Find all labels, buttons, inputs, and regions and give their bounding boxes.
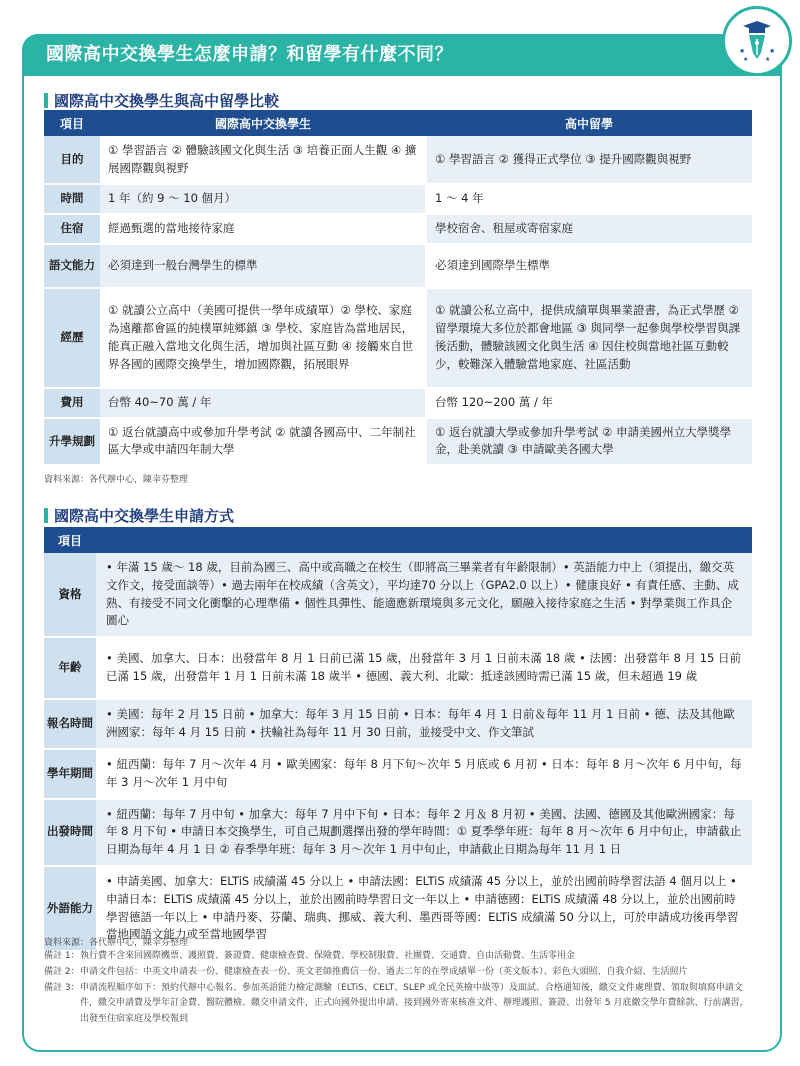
note-text: 申請流程順序如下：預約代辦中心報名、參加英語能力檢定測驗（ELTiS、CELT、SLEP 或全民英檢中級等）及面試、合格通知後，繳交文件處理費、領取與填寫申請文件，繳交申請費及學年訂金費、醫院體檢、繳交申請文件，正式向國外提出申請、接到國外寄來核准文件、辦理護照、簽證、出發年 5 月底繳交學年費餘款、行前講習，出發至住宿家庭及學校報到 [80, 982, 749, 1024]
table-row [44, 136, 752, 184]
table-row [44, 799, 752, 866]
row-label: 報名時間 [44, 699, 96, 749]
note-label: 備註 3： [44, 982, 80, 993]
exchange-cell: ① 就讀公立高中（美國可提供一學年成績單）② 學校、家庭為遠離都會區的純樸單純鄉鎮 ③ 學校、家庭皆為當地居民，能真正融入當地文化與生活，增加與社區互動 ④ 接觸來自世界各國的國際交換學生，增加國際觀，拓展眼界 [100, 288, 426, 388]
row-label: 住宿 [44, 214, 100, 244]
row-label: 資格 [44, 553, 96, 637]
row-label: 出發時間 [44, 799, 96, 866]
row-label: 升學規劃 [44, 418, 100, 466]
requirement-cell: • 年滿 15 歲～ 18 歲，目前為國三、高中或高職之在校生（即將高三畢業者有年齡限制）• 英語能力中上（須提出，繳交英文作文，接受面談等）• 過去兩年在校成績（含英文），平均達70 分以上（GPA2.0 以上）• 健康良好 • 有責任感、主動、成熟、有接受不同文化衝擊的心理準備 • 個性具彈性、能適應新環境與多元文化，願融入接待家庭之生活 • 對學業與工作具企圖心 [96, 553, 752, 637]
comparison-source: 資料來源：各代辦中心，陳幸芬整理 [44, 475, 189, 485]
row-label: 外語能力 [44, 866, 96, 951]
column-header-item: 項目 [44, 110, 100, 136]
pen-nib-graduation-icon [725, 9, 789, 73]
column-header-item: 項目 [44, 527, 752, 553]
table-row [44, 749, 752, 799]
note-item [44, 965, 754, 981]
page-title: 國際高中交換學生怎麼申請？和留學有什麼不同？ [22, 34, 782, 76]
application-title: 國際高中交換學生申請方式 [44, 505, 234, 526]
note-item [44, 981, 754, 1028]
note-text: 執行費不含來回國際機票、護照費、簽證費、健康檢查費、保險費、學校制服費、社團費、交通費、自由活動費、生活零用金 [80, 951, 576, 961]
study-cell: ① 返台就讀大學或參加升學考試 ② 申請美國州立大學獎學金，赴美就讀 ③ 申請歐美各國大學 [426, 418, 752, 466]
table-row [44, 214, 752, 244]
application-source: 資料來源：各代辦中心，陳幸芬整理 [44, 938, 189, 948]
table-row [44, 244, 752, 288]
svg-text:★: ★ [769, 47, 776, 55]
row-label: 年齡 [44, 637, 96, 699]
requirement-cell: • 美國、加拿大、日本：出發當年 8 月 1 日前已滿 15 歲，出發當年 3 月 1 日前未滿 18 歲 • 法國：出發當年 8 月 15 日前已滿 15 歲，出發當年 1 月 1 日前未滿 18 歲半 • 德國、義大利、北歐：抵達該國時需已滿 15 歲，但未超過 19 歲 [96, 637, 752, 699]
logo [722, 6, 792, 76]
exchange-cell: ① 學習語言 ② 體驗該國文化與生活 ③ 培養正面人生觀 ④ 擴展國際觀與視野 [100, 136, 426, 184]
study-cell: 學校宿舍、租屋或寄宿家庭 [426, 214, 752, 244]
exchange-cell: 1 年（約 9 ～ 10 個月） [100, 184, 426, 214]
table-row [44, 388, 752, 418]
svg-text:★: ★ [743, 56, 749, 63]
column-header-study-abroad: 高中留學 [426, 110, 752, 136]
row-label: 時間 [44, 184, 100, 214]
study-cell: 台幣 120~200 萬 / 年 [426, 388, 752, 418]
study-cell: 1 ～ 4 年 [426, 184, 752, 214]
row-label: 費用 [44, 388, 100, 418]
table-row [44, 184, 752, 214]
requirement-cell: • 紐西蘭：每年 7 月～次年 4 月 • 歐美國家：每年 8 月下旬～次年 5 月底或 6 月初 • 日本：每年 8 月～次年 6 月中旬，每年 3 月～次年 1 月中旬 [96, 749, 752, 799]
column-header-exchange: 國際高中交換學生 [100, 110, 426, 136]
application-table [44, 527, 752, 952]
note-label: 備註 2： [44, 966, 80, 977]
table-row [44, 288, 752, 388]
table-row [44, 637, 752, 699]
exchange-cell: 必須達到一般台灣學生的標準 [100, 244, 426, 288]
table-row [44, 553, 752, 637]
comparison-table [44, 110, 752, 466]
table-row [44, 418, 752, 466]
svg-text:★: ★ [765, 56, 771, 63]
note-text: 申請文件包括：中英文申請表一份、健康檢查表一份、英文老師推薦信一份、過去二年的在學成績單一份（英文版本）、彩色大頭照、自我介紹、生活照片 [80, 966, 688, 977]
study-cell: ① 學習語言 ② 獲得正式學位 ③ 提升國際觀與視野 [426, 136, 752, 184]
row-label: 經歷 [44, 288, 100, 388]
requirement-cell: • 美國：每年 2 月 15 日前 • 加拿大：每年 3 月 15 日前 • 日本：每年 4 月 1 日前＆每年 11 月 1 日前 • 德、法及其他歐洲國家：每年 4 月 15 日前 • 扶輪社為每年 11 月 30 日前，並接受中文、作文筆試 [96, 699, 752, 749]
study-cell: 必須達到國際學生標準 [426, 244, 752, 288]
note-item [44, 949, 754, 965]
requirement-cell: • 紐西蘭：每年 7 月中旬 • 加拿大：每年 7 月中下旬 • 日本：每年 2 月＆ 8 月初 • 美國、法國、德國及其他歐洲國家：每年 8 月下旬 • 申請日本交換學生，可自己規劃選擇出發的學年時間：① 夏季學年班：每年 8 月～次年 6 月中旬止，申請截止日期為每年 4 月 1 日 ② 春季學年班：每年 3 月～次年 1 月中旬止，申請截止日期為每年 11 月 1 日 [96, 799, 752, 866]
row-label: 目的 [44, 136, 100, 184]
notes [44, 949, 754, 1028]
note-label: 備註 1： [44, 951, 80, 961]
svg-text:★: ★ [739, 47, 746, 55]
requirement-cell: • 申請美國、加拿大：ELTiS 成績滿 45 分以上 • 申請法國：ELTiS 成績滿 45 分以上，並於出國前時學習法語 4 個月以上 • 申請日本：ELTiS 成績滿 45 分以上，並於出國前時學習日文一年以上 • 申請德國：ELTiS 成績滿 48 分以上，並於出國前時學習德語一年以上 • 申請丹麥、芬蘭、瑞典、挪威、義大利、墨西哥等國：ELTiS 成績滿 50 分以上，可於申請成功後再學習當地國語文能力或至當地國學習 [96, 866, 752, 951]
row-label: 語文能力 [44, 244, 100, 288]
row-label: 學年期間 [44, 749, 96, 799]
exchange-cell: ① 返台就讀高中或參加升學考試 ② 就讀各國高中、二年制社區大學或申請四年制大學 [100, 418, 426, 466]
exchange-cell: 台幣 40~70 萬 / 年 [100, 388, 426, 418]
study-cell: ① 就讀公私立高中，提供成績單與畢業證書，為正式學歷 ② 留學環境大多位於都會地區 ③ 與同學一起參與學校學習與課後活動，體驗該國文化與生活 ④ 因住校與當地社區互動較少，較難深入體驗當地家庭、社區活動 [426, 288, 752, 388]
comparison-title: 國際高中交換學生與高中留學比較 [44, 90, 279, 111]
exchange-cell: 經過甄選的當地接待家庭 [100, 214, 426, 244]
table-row [44, 699, 752, 749]
